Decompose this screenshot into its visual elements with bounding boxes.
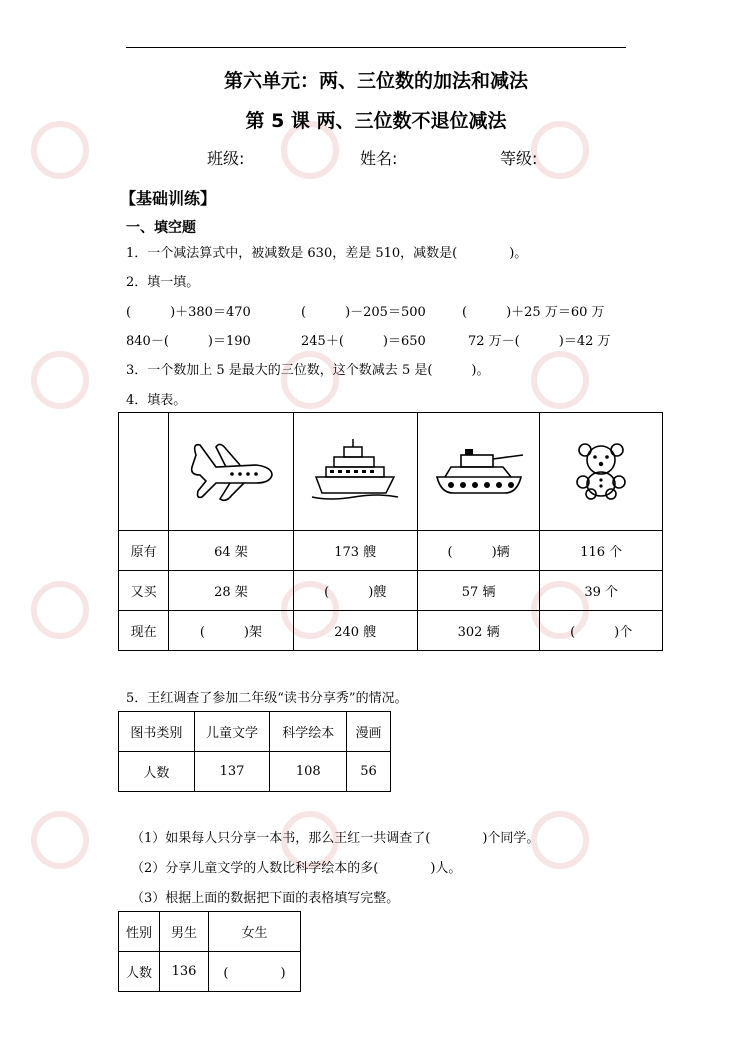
q2-item: 840－( )＝190 (126, 334, 251, 349)
table-cell: 56 (347, 752, 391, 792)
question-2-title: 2．填一填。 (126, 275, 200, 290)
q2-item: ( )＋25 万＝60 万 (462, 305, 605, 320)
row-label: 人数 (119, 952, 160, 992)
question-5-title: 5．王红调查了参加二年级“读书分享秀”的情况。 (126, 691, 408, 706)
table-cell: 302 辆 (417, 611, 539, 651)
table-cell: ( )辆 (417, 531, 539, 571)
table-header: 图书类别 (119, 712, 195, 752)
q2-item: 72 万－( )＝42 万 (468, 334, 611, 349)
table-cell: ( )个 (540, 611, 663, 651)
q2-item: ( )＋380＝470 (126, 305, 251, 320)
question-4-title: 4．填表。 (126, 393, 187, 408)
table-cell: 116 个 (540, 531, 663, 571)
question-5-3: （3）根据上面的数据把下面的表格填写完整。 (131, 891, 400, 906)
table-row (119, 752, 391, 792)
table-cell: ( )艘 (293, 571, 417, 611)
q2-item: ( )－205＝500 (301, 305, 426, 320)
icon-cell (417, 413, 539, 531)
icon-cell (293, 413, 417, 531)
grade-label: 等级: (500, 149, 538, 168)
lesson-title: 第 5 课 两、三位数不退位减法 (245, 110, 507, 132)
ship-icon (310, 437, 400, 503)
table-cell: ( ) (209, 952, 301, 992)
table-cell: 137 (194, 752, 270, 792)
table-header: 男生 (160, 912, 209, 952)
table-cell: 39 个 (540, 571, 663, 611)
header-rule (126, 47, 626, 48)
table-header: 科学绘本 (270, 712, 347, 752)
section-title: 【基础训练】 (120, 189, 217, 208)
question-5-2: （2）分享儿童文学的人数比科学绘本的多( )人。 (131, 861, 462, 876)
question-5-1: （1）如果每人只分享一本书，那么王红一共调查了( )个同学。 (131, 831, 540, 846)
table-header: 性别 (119, 912, 160, 952)
unit-title: 第六单元：两、三位数的加法和减法 (223, 70, 528, 92)
table-cell: 108 (270, 752, 347, 792)
icon-cell (540, 413, 663, 531)
row-label: 又买 (119, 571, 169, 611)
books-table (118, 711, 391, 792)
tank-icon (431, 441, 527, 499)
question-3: 3．一个数加上 5 是最大的三位数，这个数减去 5 是( )。 (126, 363, 490, 378)
empty-corner-cell (119, 413, 169, 531)
q2-item: 245＋( )＝650 (301, 334, 426, 349)
table-row (119, 611, 663, 651)
airplane-icon (186, 435, 276, 505)
table-header: 漫画 (347, 712, 391, 752)
table-header: 女生 (209, 912, 301, 952)
table-cell: 57 辆 (417, 571, 539, 611)
table-cell: 28 架 (169, 571, 293, 611)
row-label: 原有 (119, 531, 169, 571)
row-label: 人数 (119, 752, 195, 792)
table-cell: 240 艘 (293, 611, 417, 651)
table-cell: 173 艘 (293, 531, 417, 571)
class-label: 班级: (207, 149, 245, 168)
name-label: 姓名: (360, 149, 398, 168)
table-header: 儿童文学 (194, 712, 270, 752)
table-cell: 136 (160, 952, 209, 992)
fill-table (118, 412, 663, 651)
question-1: 1．一个减法算式中，被减数是 630，差是 510，减数是( )。 (126, 246, 528, 261)
row-label: 现在 (119, 611, 169, 651)
table-cell: ( )架 (169, 611, 293, 651)
part-title: 一、填空题 (126, 220, 196, 236)
table-row (119, 531, 663, 571)
icon-cell (169, 413, 293, 531)
table-row (119, 952, 301, 992)
teddy-bear-icon (573, 440, 629, 500)
gender-table (118, 911, 301, 992)
table-cell: 64 架 (169, 531, 293, 571)
table-row (119, 571, 663, 611)
